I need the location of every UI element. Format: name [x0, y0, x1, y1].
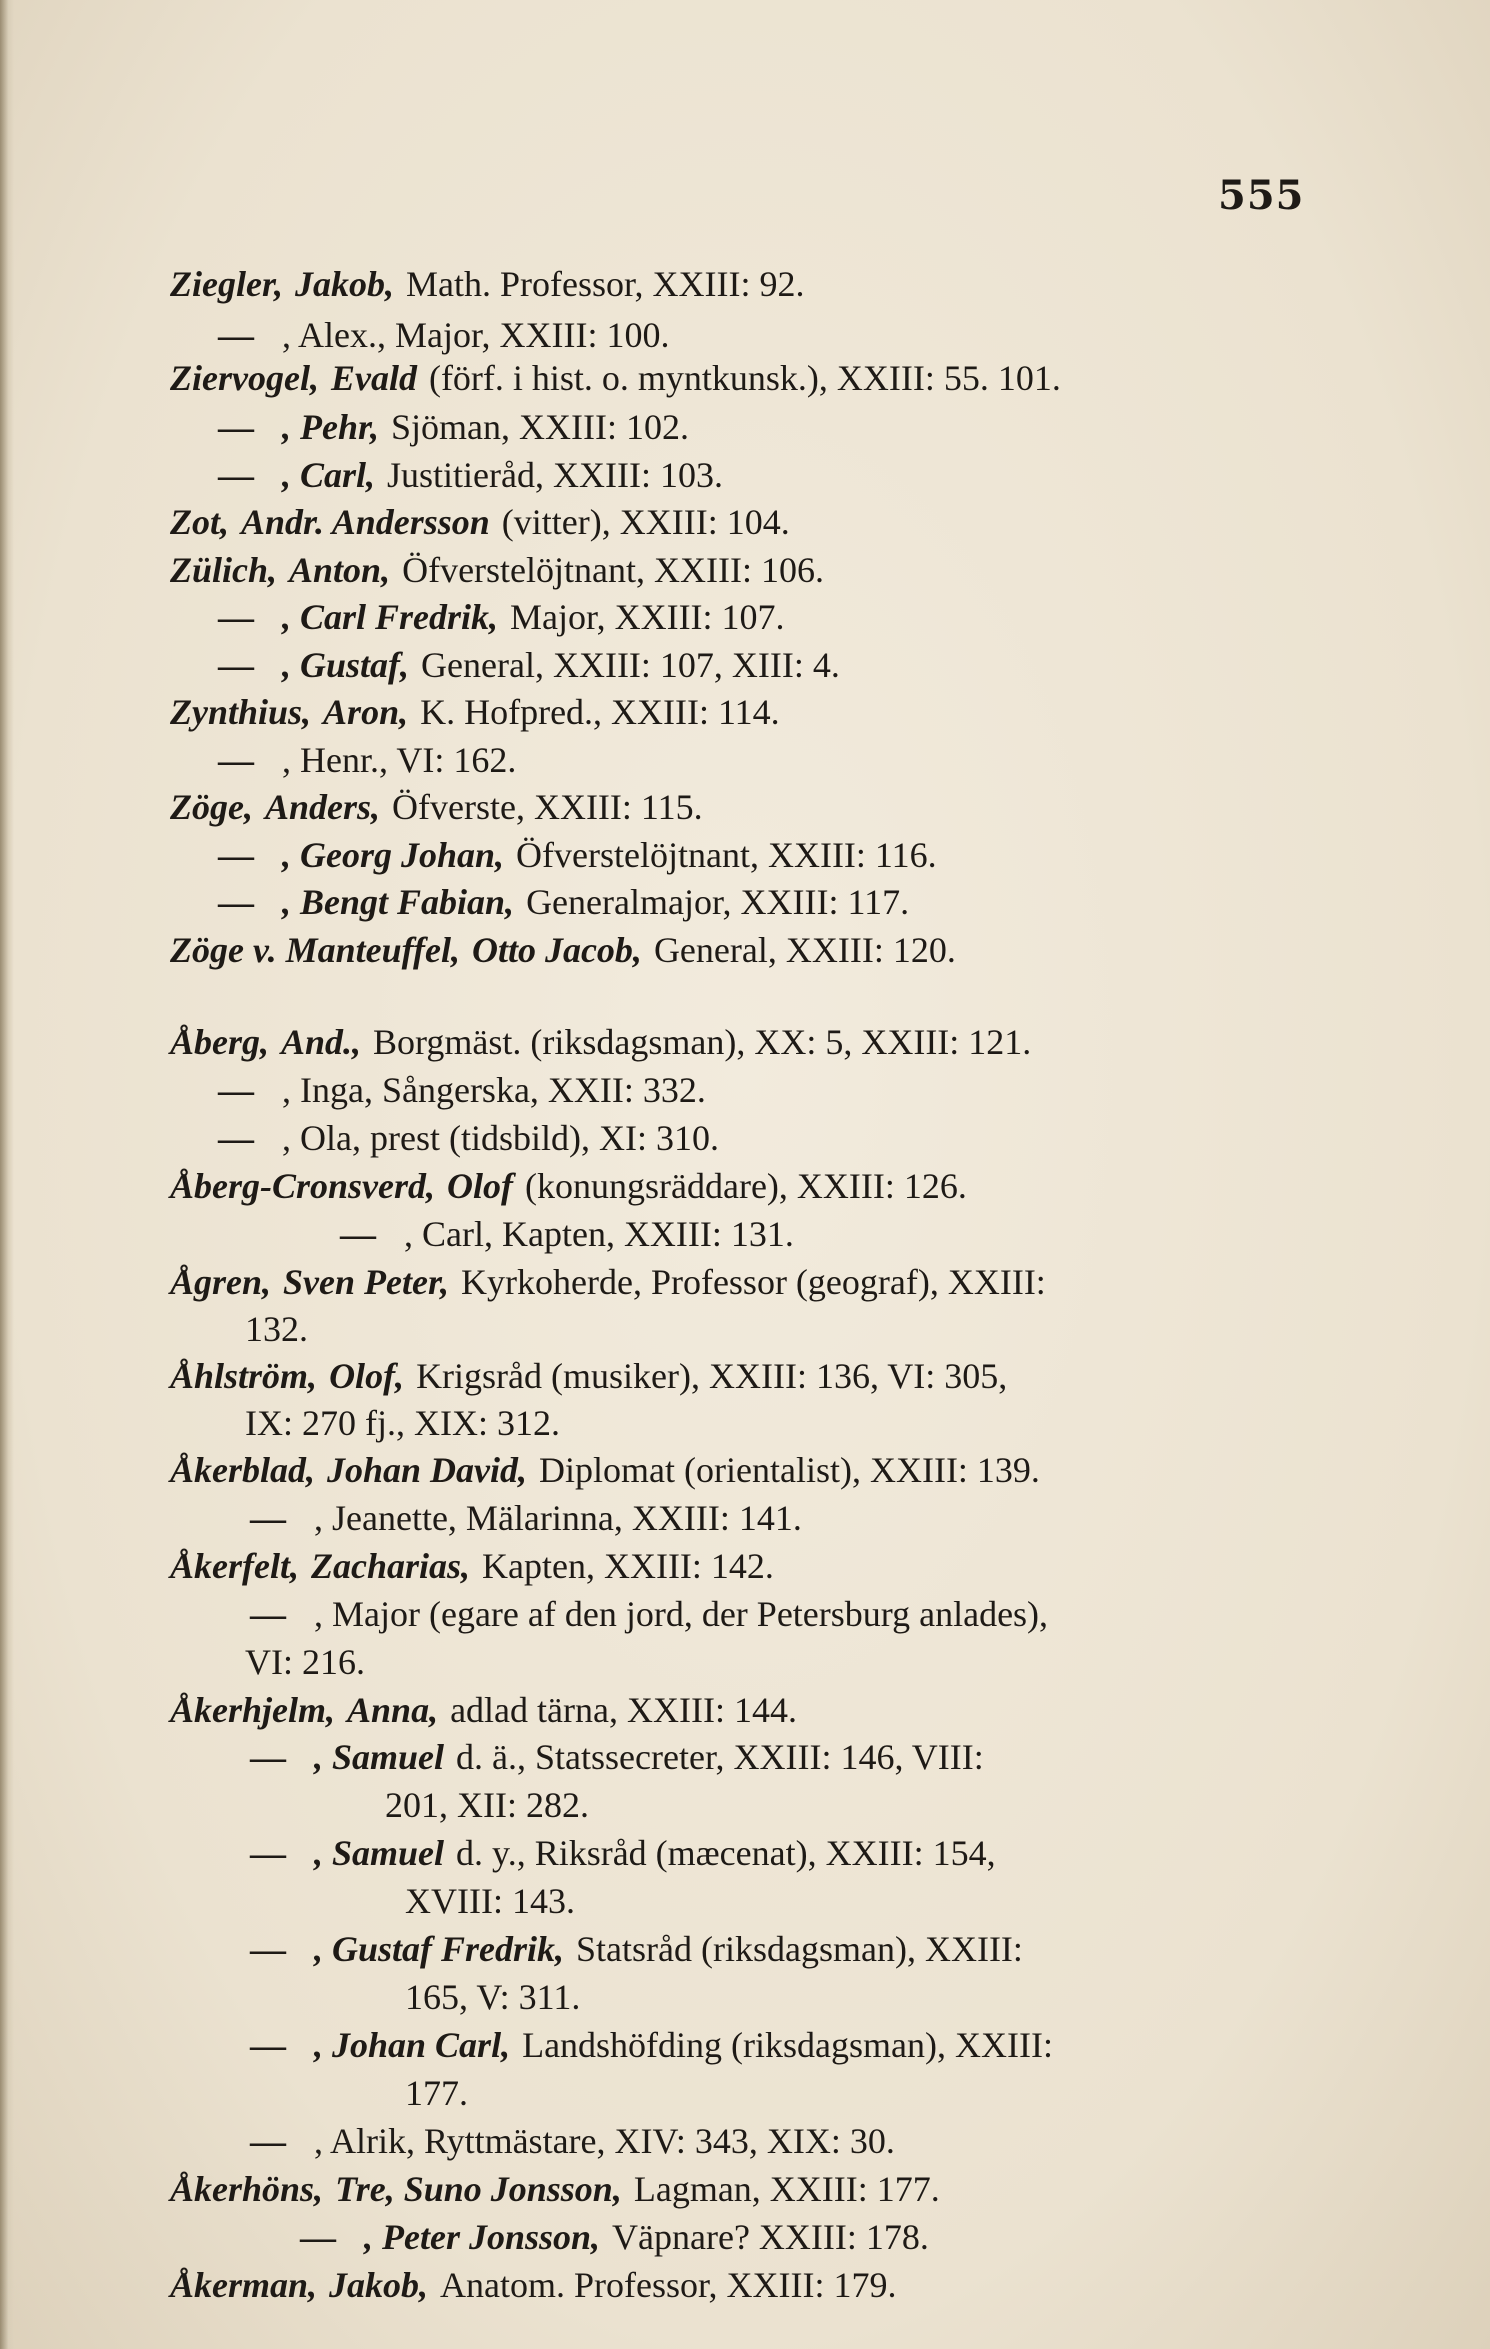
entry-given-name: , Gustaf,: [282, 645, 410, 685]
index-entry: [170, 262, 804, 306]
index-entry: [170, 1448, 1040, 1492]
entry-dash: —: [218, 645, 254, 685]
index-entry: [250, 1735, 984, 1779]
entry-description: Anatom. Professor, XXIII: 179.: [440, 2265, 897, 2305]
entry-description: Öfverstelöjtnant, XXIII: 116.: [516, 835, 937, 875]
entry-surname: Ågren,: [170, 1262, 272, 1302]
entry-description: General, XXIII: 107, XIII: 4.: [421, 645, 840, 685]
entry-given-name: Jakob,: [329, 2265, 429, 2305]
entry-dash: —: [218, 740, 254, 780]
index-entry: [170, 1260, 1046, 1304]
entry-surname: Zynthius,: [170, 692, 312, 732]
index-entry: [405, 1975, 580, 2019]
entry-description: Diplomat (orientalist), XXIII: 139.: [539, 1450, 1040, 1490]
index-entry: [340, 1212, 794, 1256]
index-entry: [250, 1927, 1023, 1971]
entry-dash: —: [300, 2217, 336, 2257]
entry-given-name: , Peter Jonsson,: [364, 2217, 601, 2257]
entry-description: Krigsråd (musiker), XXIII: 136, VI: 305,: [416, 1356, 1008, 1396]
entry-description: Math. Professor, XXIII: 92.: [405, 264, 805, 304]
entry-description: Major, XXIII: 107.: [510, 597, 785, 637]
entry-given-name: Aron,: [323, 692, 409, 732]
index-entry: [218, 1068, 706, 1112]
entry-surname: Zöge v. Manteuffel,: [170, 930, 460, 970]
entry-surname: Ziegler,: [170, 264, 283, 304]
entry-given-name: Anton,: [289, 550, 391, 590]
entry-description: 177.: [405, 2073, 468, 2113]
index-entry: [218, 880, 909, 924]
entry-dash: —: [218, 835, 254, 875]
entry-description: Generalmajor, XXIII: 117.: [526, 882, 910, 922]
entry-surname: Åkerhjelm,: [170, 1690, 336, 1730]
index-entry: [218, 1116, 719, 1160]
entry-given-name: Andr. Andersson: [241, 502, 490, 542]
entry-surname: Zöge,: [170, 787, 253, 827]
entry-dash: —: [218, 455, 254, 495]
index-entry: [250, 2023, 1053, 2067]
index-entry: [170, 928, 956, 972]
entry-given-name: Johan David,: [327, 1450, 528, 1490]
entry-given-name: Olof,: [329, 1356, 405, 1396]
index-entry: [250, 2119, 895, 2163]
index-entry: [245, 1401, 560, 1445]
index-entry: [300, 2215, 929, 2259]
entry-surname: Åberg-Cronsverd,: [170, 1166, 436, 1206]
entry-description: (förf. i hist. o. myntkunsk.), XXIII: 55. 101.: [428, 358, 1061, 398]
entry-description: XVIII: 143.: [405, 1881, 575, 1921]
entry-description: VI: 216.: [245, 1642, 365, 1682]
entry-dash: —: [250, 1929, 286, 1969]
entry-surname: Ziervogel,: [170, 358, 319, 398]
index-entry: [218, 405, 689, 449]
index-entry: [218, 643, 840, 687]
entry-description: Väpnare? XXIII: 178.: [612, 2217, 929, 2257]
index-entry: [218, 738, 516, 782]
entry-given-name: , Carl,: [282, 455, 376, 495]
index-entry: [170, 1164, 967, 1208]
index-entry: [170, 548, 824, 592]
entry-surname: Åkerhöns,: [170, 2169, 324, 2209]
entry-description: Kapten, XXIII: 142.: [482, 1546, 774, 1586]
index-entry: [405, 1879, 575, 1923]
entry-description: Justitieråd, XXIII: 103.: [387, 455, 723, 495]
entry-dash: —: [218, 882, 254, 922]
entry-dash: —: [250, 1594, 286, 1634]
index-entry: [170, 356, 1061, 400]
entry-description: , Inga, Sångerska, XXII: 332.: [282, 1070, 706, 1110]
entry-given-name: , Bengt Fabian,: [282, 882, 515, 922]
index-entry: [218, 833, 937, 877]
index-entry: [170, 1354, 1007, 1398]
index-entry: [245, 1640, 365, 1684]
entry-description: , Alex., Major, XXIII: 100.: [282, 315, 670, 355]
index-entry: [170, 500, 790, 544]
entry-description: IX: 270 fj., XIX: 312.: [245, 1403, 560, 1443]
entry-description: , Carl, Kapten, XXIII: 131.: [404, 1214, 794, 1254]
entry-given-name: Sven Peter,: [283, 1262, 450, 1302]
entry-surname: Åkerblad,: [170, 1450, 316, 1490]
index-entry: [218, 313, 670, 357]
index-entry: [250, 1592, 1048, 1636]
entry-dash: —: [340, 1214, 376, 1254]
entry-given-name: Otto Jacob,: [471, 930, 642, 970]
entry-given-name: , Carl Fredrik,: [282, 597, 499, 637]
index-entry: [405, 2071, 468, 2115]
entry-given-name: , Pehr,: [282, 407, 380, 447]
entry-given-name: Jakob,: [294, 264, 394, 304]
entry-given-name: Tre, Suno Jonsson,: [335, 2169, 622, 2209]
entry-description: Kyrkoherde, Professor (geograf), XXIII:: [461, 1262, 1046, 1302]
entry-description: Öfverste, XXIII: 115.: [392, 787, 703, 827]
index-entry: [170, 2167, 940, 2211]
entry-surname: Zülich,: [170, 550, 278, 590]
entry-dash: —: [250, 2025, 286, 2065]
entry-given-name: , Johan Carl,: [314, 2025, 511, 2065]
entry-surname: Zot,: [170, 502, 229, 542]
entry-surname: Åkerfelt,: [170, 1546, 299, 1586]
index-entry: [170, 2263, 897, 2307]
index-entry: [250, 1831, 996, 1875]
entry-dash: —: [218, 407, 254, 447]
entry-given-name: Olof: [447, 1166, 514, 1206]
entry-dash: —: [218, 597, 254, 637]
entry-description: 132.: [245, 1309, 308, 1349]
entry-description: adlad tärna, XXIII: 144.: [450, 1690, 797, 1730]
entry-description: Öfverstelöjtnant, XXIII: 106.: [402, 550, 824, 590]
book-spine-shadow: [0, 0, 14, 2349]
entry-description: , Ola, prest (tidsbild), XI: 310.: [282, 1118, 719, 1158]
page-number: 555: [1218, 172, 1305, 219]
entry-surname: Åhlström,: [170, 1356, 318, 1396]
entry-dash: —: [218, 1070, 254, 1110]
entry-dash: —: [250, 1498, 286, 1538]
entry-dash: —: [218, 315, 254, 355]
entry-description: (konungsräddare), XXIII: 126.: [525, 1166, 967, 1206]
index-entry: [170, 1020, 1031, 1064]
entry-surname: Åberg,: [170, 1022, 269, 1062]
entry-description: Landshöfding (riksdagsman), XXIII:: [522, 2025, 1053, 2065]
entry-surname: Åkerman,: [170, 2265, 318, 2305]
entry-description: , Henr., VI: 162.: [282, 740, 517, 780]
entry-description: (vitter), XXIII: 104.: [501, 502, 790, 542]
entry-description: Lagman, XXIII: 177.: [633, 2169, 940, 2209]
entry-given-name: , Samuel: [314, 1833, 445, 1873]
index-entry: [218, 595, 785, 639]
entry-given-name: Evald: [330, 358, 417, 398]
entry-description: Borgmäst. (riksdagsman), XX: 5, XXIII: 121.: [373, 1022, 1032, 1062]
entry-given-name: , Samuel: [314, 1737, 445, 1777]
entry-given-name: And.,: [281, 1022, 362, 1062]
entry-given-name: , Georg Johan,: [282, 835, 505, 875]
entry-description: 165, V: 311.: [405, 1977, 581, 2017]
entry-dash: —: [250, 1737, 286, 1777]
entry-description: Sjöman, XXIII: 102.: [391, 407, 689, 447]
entry-description: , Alrik, Ryttmästare, XIV: 343, XIX: 30.: [314, 2121, 895, 2161]
entry-description: d. ä., Statssecreter, XXIII: 146, VIII:: [456, 1737, 984, 1777]
entry-given-name: Anders,: [264, 787, 380, 827]
entry-description: Statsråd (riksdagsman), XXIII:: [576, 1929, 1023, 1969]
index-entry: [170, 1688, 797, 1732]
index-entry: [250, 1496, 802, 1540]
entry-dash: —: [250, 2121, 286, 2161]
index-entry: [385, 1783, 589, 1827]
index-entry: [170, 690, 780, 734]
entry-given-name: , Gustaf Fredrik,: [314, 1929, 565, 1969]
index-entry: [245, 1307, 308, 1351]
entry-description: 201, XII: 282.: [385, 1785, 589, 1825]
entry-given-name: Zacharias,: [310, 1546, 470, 1586]
entry-description: , Jeanette, Mälarinna, XXIII: 141.: [314, 1498, 802, 1538]
entry-description: General, XXIII: 120.: [653, 930, 956, 970]
entry-dash: —: [218, 1118, 254, 1158]
index-entry: [218, 453, 723, 497]
entry-description: d. y., Riksråd (mæcenat), XXIII: 154,: [456, 1833, 996, 1873]
index-entry: [170, 1544, 774, 1588]
index-entry: [170, 785, 703, 829]
entry-given-name: Anna,: [347, 1690, 439, 1730]
entry-description: , Major (egare af den jord, der Petersburg anlades),: [314, 1594, 1049, 1634]
entry-description: K. Hofpred., XXIII: 114.: [420, 692, 780, 732]
entry-dash: —: [250, 1833, 286, 1873]
